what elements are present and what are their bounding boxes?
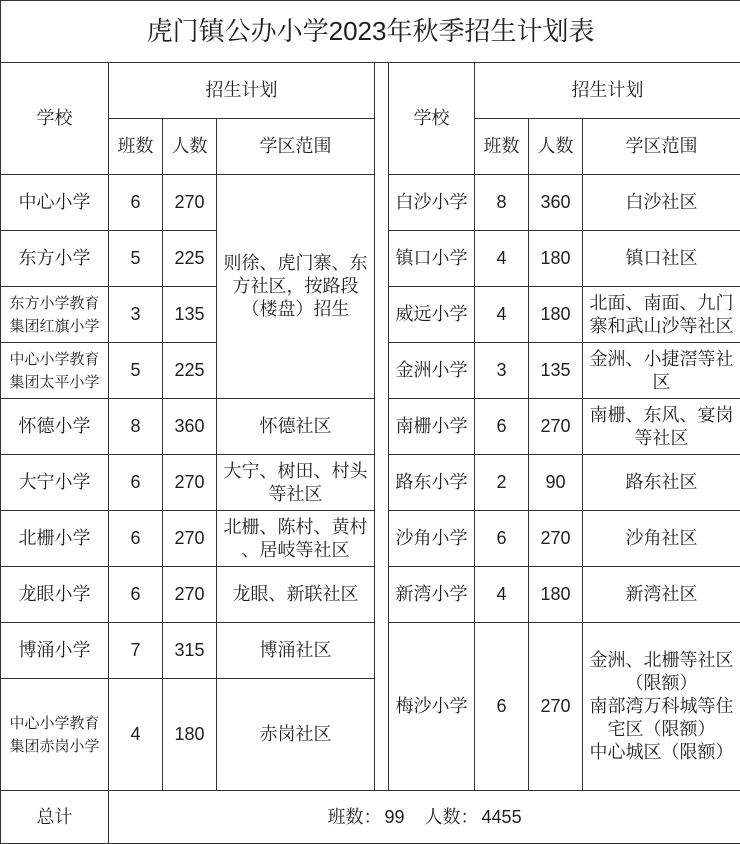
- class-count: 3: [109, 287, 163, 343]
- class-count: 2: [475, 455, 529, 511]
- student-count: 270: [529, 623, 583, 791]
- class-count: 6: [475, 623, 529, 791]
- student-count: 225: [163, 343, 217, 399]
- district-scope: 赤岗社区: [217, 679, 375, 791]
- school-name: 博涌小学: [1, 623, 109, 679]
- table-divider: [375, 63, 389, 791]
- school-name: 梅沙小学: [389, 623, 475, 791]
- class-count: 4: [109, 679, 163, 791]
- district-scope: 大宁、树田、村头等社区: [217, 455, 375, 511]
- student-count: 135: [529, 343, 583, 399]
- left-students-header: 人数: [163, 119, 217, 175]
- left-plan-header: 招生计划: [109, 63, 375, 119]
- student-count: 270: [163, 511, 217, 567]
- class-count: 4: [475, 567, 529, 623]
- district-scope: 新湾社区: [583, 567, 740, 623]
- student-count: 270: [529, 511, 583, 567]
- district-scope: 北面、南面、九门寨和武山沙等社区: [583, 287, 740, 343]
- left-district-header: 学区范围: [217, 119, 375, 175]
- table-row: [1, 455, 740, 511]
- class-count: 6: [475, 399, 529, 455]
- school-name: 北栅小学: [1, 511, 109, 567]
- table-row: [1, 623, 740, 679]
- student-count: 135: [163, 287, 217, 343]
- right-plan-header: 招生计划: [475, 63, 740, 119]
- district-scope: 路东社区: [583, 455, 740, 511]
- school-name: 威远小学: [389, 287, 475, 343]
- district-scope: 金洲、小捷滘等社区: [583, 343, 740, 399]
- table-row: [1, 399, 740, 455]
- district-scope: 白沙社区: [583, 175, 740, 231]
- class-count: 8: [109, 399, 163, 455]
- header-row: [1, 119, 740, 175]
- student-count: 225: [163, 231, 217, 287]
- school-name: 怀德小学: [1, 399, 109, 455]
- student-count: 360: [163, 399, 217, 455]
- header-row: [1, 63, 740, 119]
- class-count: 7: [109, 623, 163, 679]
- total-classes-label: 班数：: [327, 806, 382, 827]
- school-name: 镇口小学: [389, 231, 475, 287]
- class-count: 6: [109, 567, 163, 623]
- district-scope-line: 金洲、北栅等社区（限额）: [589, 650, 734, 693]
- school-name: 白沙小学: [389, 175, 475, 231]
- title-row: [1, 1, 740, 63]
- school-name: 南栅小学: [389, 399, 475, 455]
- total-classes-value: 99: [384, 806, 405, 827]
- student-count: 90: [529, 455, 583, 511]
- student-count: 180: [529, 567, 583, 623]
- total-classes: [328, 806, 405, 829]
- right-classes-header: 班数: [475, 119, 529, 175]
- student-count: 270: [529, 399, 583, 455]
- student-count: 270: [163, 455, 217, 511]
- total-students-value: 4455: [481, 806, 522, 827]
- table-title: 虎门镇公办小学2023年秋季招生计划表: [1, 1, 740, 63]
- student-count: 270: [163, 175, 217, 231]
- class-count: 6: [475, 511, 529, 567]
- school-name: 中心小学教育集团赤岗小学: [1, 679, 109, 791]
- district-scope: 则徐、虎门寨、东方社区，按路段（楼盘）招生: [217, 175, 375, 399]
- total-students: [425, 806, 522, 829]
- district-scope: 博涌社区: [217, 623, 375, 679]
- table-row: [1, 511, 740, 567]
- district-scope: 镇口社区: [583, 231, 740, 287]
- district-scope: 怀德社区: [217, 399, 375, 455]
- district-scope-line: 南部湾万科城等住宅区（限额）: [589, 696, 734, 739]
- school-name: 东方小学教育集团红旗小学: [1, 287, 109, 343]
- school-name: 沙角小学: [389, 511, 475, 567]
- student-count: 270: [163, 567, 217, 623]
- class-count: 3: [475, 343, 529, 399]
- total-label: 总计: [1, 791, 109, 844]
- total-students-label: 人数：: [424, 806, 479, 827]
- left-classes-header: 班数: [109, 119, 163, 175]
- school-name: 中心小学教育集团太平小学: [1, 343, 109, 399]
- student-count: 360: [529, 175, 583, 231]
- class-count: 6: [109, 455, 163, 511]
- district-scope: 沙角社区: [583, 511, 740, 567]
- district-scope: 龙眼、新联社区: [217, 567, 375, 623]
- class-count: 4: [475, 231, 529, 287]
- total-summary: [109, 791, 740, 844]
- district-scope: 北栅、陈村、黄村、居岐等社区: [217, 511, 375, 567]
- school-name: 新湾小学: [389, 567, 475, 623]
- school-name: 东方小学: [1, 231, 109, 287]
- student-count: 180: [163, 679, 217, 791]
- district-scope: [583, 623, 740, 791]
- class-count: 8: [475, 175, 529, 231]
- left-school-header: 学校: [1, 63, 109, 175]
- right-students-header: 人数: [529, 119, 583, 175]
- student-count: 180: [529, 231, 583, 287]
- class-count: 6: [109, 175, 163, 231]
- district-scope-line: 中心城区（限额）: [589, 742, 734, 762]
- student-count: 180: [529, 287, 583, 343]
- school-name: 中心小学: [1, 175, 109, 231]
- school-name: 龙眼小学: [1, 567, 109, 623]
- class-count: 5: [109, 343, 163, 399]
- school-name: 路东小学: [389, 455, 475, 511]
- student-count: 315: [163, 623, 217, 679]
- class-count: 6: [109, 511, 163, 567]
- table-row: [1, 175, 740, 231]
- total-row: [1, 791, 740, 844]
- school-name: 金洲小学: [389, 343, 475, 399]
- right-school-header: 学校: [389, 63, 475, 175]
- class-count: 5: [109, 231, 163, 287]
- district-scope: 南栅、东风、宴岗等社区: [583, 399, 740, 455]
- school-name: 大宁小学: [1, 455, 109, 511]
- table-row: [1, 567, 740, 623]
- class-count: 4: [475, 287, 529, 343]
- right-district-header: 学区范围: [583, 119, 740, 175]
